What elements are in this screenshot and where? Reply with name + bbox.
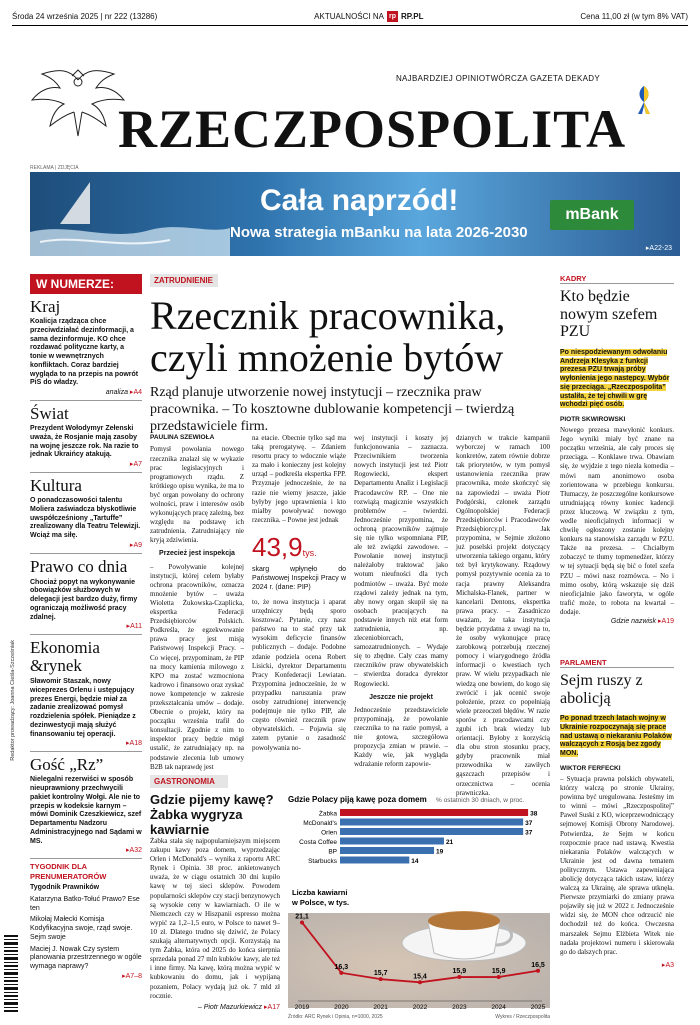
line-value-label: 16,5 <box>531 961 545 969</box>
sailboat-wave-icon <box>30 172 230 256</box>
lead-column-1 <box>150 434 244 774</box>
ad-subtitle: Nowa strategia mBanku na lata 2026-2030 <box>230 224 528 241</box>
weekly-page-ref: ▸A7–8 <box>122 972 142 980</box>
bar-label: BP <box>328 848 337 856</box>
lead-column-3 <box>354 434 448 774</box>
divider <box>30 751 142 752</box>
abolition-article[interactable] <box>560 658 674 969</box>
bar-label: Orlen <box>321 829 337 837</box>
index-section-title: Prawo co dnia <box>30 556 128 576</box>
mbank-logo: mBank <box>550 200 634 230</box>
lead-text: wej instytucji i koszty jej funkcjonowania – zaznacza. Przeciwnikiem tworzenia nowych instytucji jest też Piotr Rogowiecki, ekspert Departamentu Analiz i Legislacji Pracodawców RP. – One nie rozwiążą magicznie wszystkich problemów – twierdzi. Jednocześnie przypomina, że ochroną pracowników zajmuje się nie tylko wspomniana PIP, ale też związki zawodowe. – Powołanie nowej instytucji należałoby traktować jako wotum nieufności dla tych podmiotów – uważa. Być może rządowi zależy jednak na tym, aby nowy organ skupił się na osobach pracujących na podstawie innych niż etat form zatrudnienia, np. zleceniobiorcach, samozatrudnionych. – Wydaje się to zbędne. Cały czas mamy rzeczników praw obywatelskich – stwierdza doradca dyrektor Rogowiecki. <box>354 434 448 688</box>
index-blurb: Koalicja rządząca chce przeciwdziałać dezinformacji, a sama dezinformuje. KO chce rozdawać polityczne karty, a tonie w wewnętrznych konfliktach. Coraz bardziej wygląda to na przepis na powrót PiS do władzy. <box>30 318 139 387</box>
barcode <box>4 935 18 1019</box>
bar <box>340 847 434 854</box>
x-tick-label: 2020 <box>334 1004 349 1011</box>
abolition-headline: Sejm ruszy z abolicją <box>560 672 643 707</box>
coffee-charts <box>288 793 550 1020</box>
line-value-label: 21,1 <box>295 913 309 921</box>
x-tick-label: 2025 <box>530 1004 546 1011</box>
gastro-article <box>150 775 550 1020</box>
ad-title: Cała naprzód! <box>260 184 459 217</box>
index-page-ref: ▸A32 <box>126 847 142 855</box>
top-rule <box>12 25 688 26</box>
lead-text: to, że nowa instytucja i aparat urzędniczy będą sporo kosztować. Pytanie, czy nasz państwo na to stać przy tak wysokim deficycie finansów publicznych – dodaje. Podobne zdanie podziela ocena Robert Lisicki, dyrektor Departamentu Pracy Konfederacji Lewiatan. Przypomina jednocześnie, że w przypadku naruszania praw osoby zatrudnionej interwencję podejmuje nie tylko PIP, ale często również rzecznik praw obywatelskich. – Pojawia się zatem pytanie o zasadność powoływania no- <box>252 598 346 752</box>
weekly-title: Tygodnik Prawników <box>30 884 100 892</box>
lead-dek: Rząd planuje utworzenie nowej instytucji – rzecznika praw pracownika. – To kosztowne dublowanie kompetencji – twierdzą przedstawiciele firm. <box>150 385 515 434</box>
line-chart-title-2: w Polsce, w tys. <box>292 898 350 907</box>
divider <box>30 634 142 635</box>
bar <box>340 809 528 816</box>
site-link[interactable] <box>314 11 423 22</box>
lead-text: na etacie. Obecnie tylko sąd ma taką prerogatywę. – Zdaniem resortu pracy to wdocznie wiąże za mało i konieczny jest kolejny urząd – podkreśla ekspertka FPP. Przyznaje jednocześnie, że na razie nie wiemy jeszcze, jakie byłyby jego uprawnienia i kto miałby powoływać nowego rzecznika. – Powne jest jednak <box>252 434 346 524</box>
gastro-body: Żabka stała się najpopularniejszym miejscem zakupu kawy poza domem, wyprzedzając Orlen i McDonald's – wynika z raportu ARC Rynek i Opinia. 38 proc. ankietowanych uważa, że w ciągu ostatnich 30 dni kupiło kawę w tej sieci sklepów. Powodem popularności sklepów czy stacji benzynowych są wysokie ceny w kawiarniach. O ile w Niemczech czy w Hiszpanii espresso można wypić za 1,2–1,5 euro, w Polsce to nawet 9–10 zł. Dlatego trudno się dziwić, że Polacy szukają alternatywnych opcji. Korzystają na tym Żabka, która od 2025 do końca sierpnia sprzedała ponad 27 mln kubków kawy, ale też i inne firmy. Na kawę, którą można wypić w kubkowaniu do domu, jak i wypijaną pozaniem, Polacy wydają już ok. 7 mld zł rocznie. – Piotr Mazurkiewicz ▸A17 <box>150 837 280 1011</box>
weekly-line: Maciej J. Nowak Czy system planowania przestrzennego w ogóle wymaga naprawy? <box>30 945 142 971</box>
x-tick-label: 2019 <box>294 1004 310 1011</box>
bar-chart-source: Źródło: ARC Rynek i Opinia, n=1000, 2025 <box>288 1014 383 1020</box>
line-value-label: 15,9 <box>491 968 506 976</box>
bar-value: 37 <box>525 820 533 827</box>
line-point <box>457 975 461 979</box>
index-section-title: Świat <box>30 404 69 423</box>
right-column <box>560 274 674 969</box>
x-tick-label: 2021 <box>373 1004 388 1011</box>
bar-label: Starbucks <box>308 858 337 865</box>
weekly-header: TYGODNIK DLA PRENUMERATORÓW <box>30 862 107 881</box>
divider <box>30 553 142 554</box>
pzu-lede: Po niespodziewanym odwołaniu Andrzeja Klesyka z funkcji prezesa PZU trwają próby wyłonienia jego następcy. Wybór się przeciąga. „Rzeczpospolita” ustaliła, że tej chwili w grę wchodzi pięć osób. <box>560 348 670 409</box>
barcode-icon <box>4 935 18 1015</box>
index-page-ref: ▸A11 <box>126 623 142 631</box>
bar-label: Żabka <box>318 810 337 818</box>
line-value-label: 16,3 <box>334 963 349 971</box>
line-value-label: 15,4 <box>413 973 427 981</box>
lead-text: Pomysł powołania nowego rzecznika znalazł się w wykazie prac legislacyjnych i programowych rządu. Z krótkiego opisu wynika, że ma to być organ powołany do ochrony wolności, praw i interesów osób wykonujących pracę zależną, bez względu na podstawę ich zatrudnienia. Zatrudniający nie kryją zdziwienia. <box>150 445 244 545</box>
coffee-chart-svg <box>288 793 550 1020</box>
ad-page-ref: ▸A22-23 <box>645 245 672 252</box>
gastro-kicker: GASTRONOMIA <box>150 775 228 788</box>
lead-text: Jednocześnie przedstawiciele przypominają, że powołanie rzecznika to na razie pomysł, a nie gotowa, szczegółowa propozycja zmian w prawie. – Każdy wie, jak wygląda wdrażanie reform zapowie- <box>354 705 448 769</box>
divider <box>30 472 142 473</box>
gastro-headline[interactable]: Gdzie pijemy kawę? Żabka wygryza kawiarnie <box>150 792 274 837</box>
line-point <box>418 980 422 984</box>
stat-value: 43,9 <box>252 531 303 562</box>
lead-subhead: Przecież jest inspekcja <box>159 550 235 558</box>
bar-value: 38 <box>530 810 538 818</box>
pzu-page-ref: Gdzie nazwisk ▸A19 <box>610 618 674 625</box>
bar-value: 14 <box>411 858 419 865</box>
bar-value: 37 <box>525 829 533 837</box>
abolition-byline: WIKTOR FERFECKI <box>560 764 621 772</box>
index-blurb: Sławomir Staszak, nowy wiceprezes Orlenu i ustępujący prezes Energi, będzie miał za zadanie zrealizować pomysł rozdzielenia spółek. Pieniądze z dezinwestycji mają służyć finansowaniu tej operacji. <box>30 678 136 738</box>
bar-value: 19 <box>436 848 444 856</box>
ad-label: REKLAMA | ZDJĘCIA <box>30 165 79 171</box>
index-blurb: Prezydent Wołodymyr Zełenski uważa, że Rosjanie mają zasoby na wojnę jeszcze rok. Na razie to jednak Ukraińcy atakują. <box>30 425 139 459</box>
index-section-title: Ekonomia &rynek <box>30 638 100 676</box>
gastro-page-ref: – Piotr Mazurkiewicz ▸A17 <box>197 1003 280 1011</box>
coffee-beans-background <box>288 913 550 1008</box>
abolition-body: – Sytuacja prawna polskich obywateli, którzy walczą po stronie Ukrainy, powinna być uregulowana. Jesteśmy im to winni – mówi „Rzeczpospolitej” Paweł Suski z KO, wiceprzewodniczący sejmowej Komisji Obrony Narodowej. Potwierdza, że Sejm w końcu rozpocznie prace nad ustawą. Kwestia niekarania Polaków walczących w Ukrainie jest od dawna tematem politycznym. Ustawa zapewniająca abolicję dotycząca takich ustaw, którzy walczą za Ukrainę, ale sprawa utknęła. Pierwsze przymiarki do zmiany prawa pojawiły się już w 2022 r. Jednocześnie widzi się, że MON chce odrzucić nie dochodził też do końca. Owczesna marszałek Sejmu Elżbieta Witek nie nadała projektowi numeru i skierowała go do dalszych prac. <box>560 774 674 956</box>
line-point <box>379 977 383 981</box>
line-chart-source: Wykres / Rzeczpospolita <box>495 1014 550 1020</box>
index-section-title: Kraj <box>30 297 61 316</box>
stat-unit: tys. <box>302 547 317 558</box>
stat-caption: skarg wpłynęło do Państwowej Inspekcji Pracy w 2024 r. (dane: PIP) <box>252 565 346 591</box>
x-tick-label: 2023 <box>452 1004 467 1011</box>
index-blurb: Chociaż popyt na wykonywanie obowiązków służbowych w delegacji jest bardzo duży, firmy ograniczają możliwość pracy zdalnej. <box>30 578 138 621</box>
abolition-lede: Po ponad trzech latach wojny w Ukrainie rozpoczynają się prace nad ustawą o niekaraniu Polaków walczących z Rosją bez zgody MON. <box>560 715 672 758</box>
side-vertical-text: Redaktor prowadzący: Joanna Cieśla-Szcześniak <box>10 640 16 761</box>
index-column <box>30 274 142 980</box>
weekly-line: Katarzyna Batko-Tołuć Prawo? Ese ten <box>30 895 140 912</box>
abolition-kicker: PARLAMENT <box>560 658 674 668</box>
index-item[interactable] <box>30 405 142 468</box>
line-point <box>300 920 304 924</box>
lead-column-4 <box>456 434 550 797</box>
issue-date: Środa 24 września 2025 | nr 222 (13286) <box>12 11 158 21</box>
index-item[interactable] <box>30 639 142 747</box>
bar <box>340 819 523 826</box>
masthead <box>18 28 682 178</box>
lead-text: – Powoływanie kolejnej instytucji, której celem byłaby ochrona pracowników, oznacza mnożenie bytów – uważa Wioletta Żukowska-Czaplicka, ekspertka Federacji Przedsiębiorców Polskich. Podkreśla, że egzekwowanie prawa pracy jest misją Państwowej Inspekcji Pracy. – Co więcej, przypominam, że PIP na mocy kamienia milowego z KPO ma zostać wzmocniona kadrowo i finansowo oraz zyskać nowe kompetencje w zakresie przekształcania umów – dodaje. Obecnie o projekt, który na początku września trafił do konsultacji. Zgodnie z nim to inspektor pracy będzie mógł ustalić, że zatrudniający np. na podstawie zlecenia lub umowy B2B tak naprawdę jest <box>150 562 244 771</box>
index-header: W NUMERZE: <box>30 274 142 294</box>
abolition-page-ref: ▸A3 <box>661 961 674 969</box>
pzu-byline: PIOTR SKWIROWSKI <box>560 416 626 424</box>
index-blurb: O ponadczasowości talentu Moliera zaświadcza błyskotliwie uwspółcześniony „Tartuffe” zrealizowany dla Teatru Telewizji. Wciąż ma siłę. <box>30 497 141 539</box>
bar-chart <box>288 795 538 865</box>
index-item[interactable] <box>30 558 142 631</box>
bar-chart-title: Gdzie Polacy piją kawę poza domem <box>288 795 427 804</box>
index-section-title: Kultura <box>30 476 82 495</box>
lead-subhead: Jeszcze nie projekt <box>369 693 433 701</box>
bar <box>340 828 523 835</box>
bar-chart-subtitle: % ostatnich 30 dniach, w proc. <box>436 797 525 804</box>
rp-logo-icon: rp <box>388 12 396 20</box>
index-section-title: Gość „Rz” <box>30 755 104 775</box>
divider <box>30 400 142 401</box>
bar <box>340 857 409 864</box>
line-point <box>339 971 343 975</box>
index-blurb: Nielegalni rezerwiści w sposób nieuprawniony przechwycili pakiet kontrolny Wołgi. Ale nie to przepis w kodeksie karnym – mówi Dominik Czeszkiewicz, szef Departamentu Nadzoru Administracyjnego nad Sądami w MS. <box>30 776 142 845</box>
pzu-kicker: KADRY <box>560 274 674 284</box>
pzu-article[interactable] <box>560 274 674 654</box>
line-point <box>536 969 540 973</box>
news-label: AKTUALNOŚCI NA <box>314 11 384 21</box>
lead-column-2 <box>252 434 346 774</box>
index-page-ref: ▸A7 <box>129 461 142 468</box>
x-tick-label: 2024 <box>491 1004 506 1011</box>
line-chart-title-1: Liczba kawiarni <box>292 888 348 897</box>
ukraine-ribbon-icon <box>634 84 654 116</box>
tagline: NAJBARDZIEJ OPINIOTWÓRCZA GAZETA DEKADY <box>395 74 600 83</box>
index-page-ref: ▸A18 <box>126 740 142 748</box>
price: Cena 11,00 zł (w tym 8% VAT) <box>580 11 688 21</box>
site-name: RP.PL <box>400 11 424 21</box>
index-page-ref: ▸A9 <box>129 541 142 549</box>
eagle-emblem-icon <box>30 60 126 140</box>
lead-headline[interactable]: Rzecznik pracownika, czyli mnożenie bytów <box>150 293 506 380</box>
line-point <box>497 975 501 979</box>
bar-value: 21 <box>445 839 454 846</box>
weekly-line: Mikołaj Małecki Komisja Kodyfikacyjna swoje, rząd swoje. Sejm swoje <box>30 916 133 941</box>
index-item[interactable] <box>30 756 142 854</box>
x-tick-label: 2022 <box>412 1004 428 1011</box>
bar <box>340 838 444 845</box>
index-page-ref: analiza ▸A4 <box>105 389 142 396</box>
lead-byline: PAULINA SZEWIOŁA <box>150 434 215 441</box>
line-value-label: 15,9 <box>452 968 467 976</box>
pzu-body: Nowego prezesa mawyłonić konkurs. Jego wyniki miały być znane na początku września, ale cały proces się przeciąga. – Konklawe trwa. Obawiam się, że wyjdzie z tego niezła komedia – mówi nam anonimowo osoba zorientowana w przebiegu konkursu. Tłumaczy, że poszczególne konkursowe utrudniającą równy koniec kadencji przez kluczową. W związku z tym, wedle nieoficjalnych informacji w chwilę ogłoszony zostanie kolejny konkurs na stanowiska zarządu w PZU. Także na prezesa. – Chciałbym zobaczyć te tłumy topmenedżer, którzy w tej sytuacji będą się bić o fotel szefa PZU – mówi nasz rozmówca. – No i mimo osoby, którą wskazuje się dziś nieoficjalnie jako faworyta, w ogóle trafić może, to robota na kwartał – dodaje. <box>560 426 674 616</box>
lead-kicker: ZATRUDNIENIE <box>150 274 218 287</box>
lead-text: dzianych w trakcie kampanii wyborczej w ramach 100 konkretów, zatem równie dobrze tak priorytetów, w tym pomysł ustanowienia rzecznika praw pracownika, może skończyć się na zapowiedzi – uważa Piotr Podgórski, członek zarządu Ogólnopolskiej Federacji Przedsiębiorców i Pracodawców Przedsiębiorcy.pl. Jak przypomina, w Sejmie złożono już poselski projekt dotyczący utworzenia takiego organu, który też był krytykowany. Rządowy pomysł pozytywnie ocenia za to racja prawny Aleksandra Michalska-Flanek, partner w kancelarii Dentons, ekspertka prawa pracy. – Zasadniczo uważam, że taka instytucja będzie przydatna z uwagi na to, że osoby wykonujące pracę zarobkową potrzebują rzecznej pomocy i wiarygodnego źródła informacji o kwestiach tych praw. W wielu przypadkach nie wiedzą one bowiem, do kogo się zwrócić i jak ocenić swoje położenie, przez co popełniają wiele przeoczeń błędów. W razie sporów z pracodawcami czy zgubi ich brak wiedzy lub orientacji. Byłoby z korzyścią dla obu stron stosunku pracy, gdyby pracownik miał przewodnika w zawiłych gąszczach przepisów i orzecznictwa – ocenia prawniczka. <box>456 434 550 797</box>
ad-banner[interactable] <box>30 172 680 256</box>
stat-box <box>252 531 346 592</box>
bar-label: McDonald's <box>303 820 337 827</box>
top-bar <box>12 8 688 24</box>
pzu-headline: Kto będzie nowym szefem PZU <box>560 288 658 341</box>
weekly-box[interactable] <box>30 862 142 980</box>
bar-label: Costa Coffee <box>299 839 337 846</box>
index-item[interactable] <box>30 477 142 549</box>
masthead-title: RZECZPOSPOLITA <box>118 99 627 159</box>
divider <box>30 858 142 859</box>
line-value-label: 15,7 <box>373 970 388 978</box>
index-item[interactable] <box>30 298 142 396</box>
